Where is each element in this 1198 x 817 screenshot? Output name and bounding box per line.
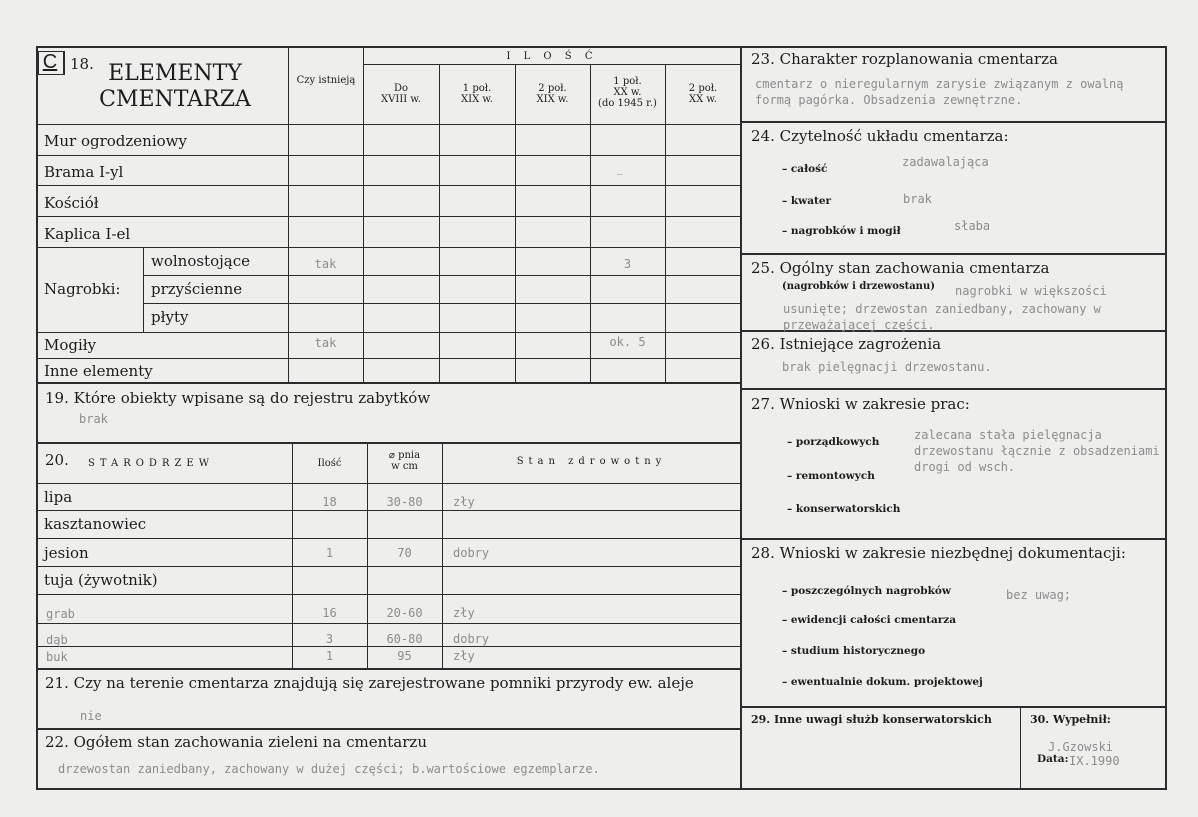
s27-bottom xyxy=(741,538,1166,540)
s21-bottom xyxy=(36,728,741,730)
s21-label: 21. Czy na terenie cmentarza znajdują się zarejestrowane pomniki przyrody ew. aleje xyxy=(45,674,694,692)
s25-value-rest: usunięte; drzewostan zaniedbany, zachowany w przeważającej części. xyxy=(783,302,1101,332)
row-line xyxy=(36,646,741,647)
period-header: 1 poł. XX w. (do 1945 r.) xyxy=(598,76,657,109)
s29-label: 29. Inne uwagi służb konserwatorskich xyxy=(751,713,992,726)
col-header-exists: Czy istnieją xyxy=(296,75,356,86)
s28-value: bez uwag; xyxy=(1006,588,1072,602)
tree-state: dobry xyxy=(453,546,490,560)
s27-value: zalecana stała pielęgnacja drzewostanu łącznie z obsadzeniami drogi od wsch. xyxy=(914,428,1160,474)
s23-label: 23. Charakter rozplanowania cmentarza xyxy=(751,50,1058,68)
row-line xyxy=(36,332,741,333)
s30-name: J.Gzowski xyxy=(1048,740,1114,754)
s30-label: 30. Wypełnił: xyxy=(1030,713,1111,726)
tree-name: tuja (żywotnik) xyxy=(44,571,158,589)
row-label-przyscienne: przyścienne xyxy=(151,280,243,298)
tree-diam: 70 xyxy=(397,546,412,560)
wolnostojace-count: 3 xyxy=(623,257,632,271)
tree-state: zły xyxy=(453,606,475,620)
tree-state: dobry xyxy=(453,632,490,646)
tree-name: jesion xyxy=(44,544,89,562)
s19-label: 19. Które obiekty wpisane są do rejestru zabytków xyxy=(45,389,431,407)
ilosc-bottom xyxy=(363,64,741,65)
s27-item: – porządkowych xyxy=(787,436,880,448)
row-line xyxy=(143,275,741,276)
s20-title: STARODRZEW xyxy=(88,458,214,469)
row-line xyxy=(36,358,741,359)
tree-state: zły xyxy=(453,495,475,509)
period-header: Do XVIII w. xyxy=(381,83,421,105)
s20-bottom xyxy=(36,668,741,670)
s19-value: brak xyxy=(79,412,108,426)
s28-bottom xyxy=(741,706,1166,708)
wolnostojace-exists: tak xyxy=(314,257,337,271)
col-p2-left xyxy=(439,64,440,383)
section-title-line1: ELEMENTY xyxy=(108,61,242,86)
s19-bottom xyxy=(36,442,741,444)
frame-bottom xyxy=(36,788,1167,790)
s24-bottom xyxy=(741,253,1166,255)
s30-date-label: Data: xyxy=(1037,753,1069,765)
tree-name: grab xyxy=(46,607,75,621)
tree-count: 1 xyxy=(325,649,334,663)
s24-label: 24. Czytelność układu cmentarza: xyxy=(751,127,1009,145)
s28-item: – ewentualnie dokum. projektowej xyxy=(782,676,983,688)
s20-col-stan-left xyxy=(442,443,443,669)
s22-label: 22. Ogółem stan zachowania zieleni na cmentarzu xyxy=(45,733,427,751)
section-title-line2: CMENTARZA xyxy=(99,87,251,112)
s29-s30-divider xyxy=(1020,707,1021,789)
tree-count: 3 xyxy=(325,632,334,646)
period-header: 2 poł. XIX w. xyxy=(536,83,569,105)
s23-bottom xyxy=(741,121,1166,123)
s30-date: IX.1990 xyxy=(1069,754,1120,768)
col-p3-left xyxy=(515,64,516,383)
s23-value: cmentarz o nieregularnym zarysie związanym z owalną formą pagórka. Obsadzenia zewnętrzne. xyxy=(755,77,1124,107)
s27-item: – remontowych xyxy=(787,470,875,482)
s24-item-value: słaba xyxy=(954,219,991,233)
mogily-count: ok. 5 xyxy=(609,335,646,349)
row-line xyxy=(36,594,741,595)
tree-diam: 95 xyxy=(397,649,412,663)
s24-item-value: brak xyxy=(903,192,932,206)
mogily-exists: tak xyxy=(314,336,337,350)
row-label-mogily: Mogiły xyxy=(44,336,97,354)
tree-diam: 20-60 xyxy=(386,606,423,620)
row-line xyxy=(36,566,741,567)
row-label-mur: Mur ogrodzeniowy xyxy=(44,132,187,150)
s26-value: brak pielęgnacji drzewostanu. xyxy=(782,360,992,374)
frame-left xyxy=(36,46,38,790)
row-label-kosciol: Kościół xyxy=(44,194,99,212)
row-label-nagrobki: Nagrobki: xyxy=(44,280,121,298)
row-label-wolnostojace: wolnostojące xyxy=(151,252,250,270)
period-header: 2 poł. XX w. xyxy=(688,83,718,105)
row-label-brama: Brama I-yl xyxy=(44,163,124,181)
row-line xyxy=(36,510,741,511)
section-letter: C xyxy=(42,51,58,73)
s28-item: – studium historycznego xyxy=(782,645,926,657)
tree-diam: 30-80 xyxy=(386,495,423,509)
s28-item: – ewidencji całości cmentarza xyxy=(782,614,957,626)
tree-name: lipa xyxy=(44,488,73,506)
frame-top xyxy=(36,46,1167,48)
row-line xyxy=(36,155,741,156)
period-header: 1 poł. XIX w. xyxy=(461,83,493,105)
col-p5-left xyxy=(665,64,666,383)
s26-label: 26. Istniejące zagrożenia xyxy=(751,335,942,353)
tree-state: zły xyxy=(453,649,475,663)
tree-name: kasztanowiec xyxy=(44,515,147,533)
col-header-ilosc: I L O Ś Ć xyxy=(506,51,598,62)
s28-item: – poszczególnych nagrobków xyxy=(782,585,951,597)
row-label-plyty: płyty xyxy=(151,308,189,326)
s20-col-pien: ⌀ pnia w cm xyxy=(388,450,421,472)
s27-item: – konserwatorskich xyxy=(787,503,901,515)
row-label-inne: Inne elementy xyxy=(44,362,153,380)
s27-label: 27. Wnioski w zakresie prac: xyxy=(751,395,970,413)
s28-label: 28. Wnioski w zakresie niezbędnej dokumentacji: xyxy=(751,544,1126,562)
s24-item-label: – kwater xyxy=(782,195,832,207)
nagrobki-divider xyxy=(143,247,144,332)
row-line xyxy=(36,623,741,624)
tree-diam: 60-80 xyxy=(386,632,423,646)
row-line xyxy=(143,303,741,304)
s18-bottom xyxy=(36,382,741,384)
s21-value: nie xyxy=(80,709,102,723)
frame-right xyxy=(1165,46,1167,790)
s26-bottom xyxy=(741,388,1166,390)
s18-header-bottom xyxy=(36,124,741,125)
tree-count: 1 xyxy=(325,546,334,560)
section-number: 18. xyxy=(70,55,94,73)
brama-mark: – xyxy=(617,170,623,180)
row-line xyxy=(36,538,741,539)
tree-name: buk xyxy=(46,650,68,664)
s20-col-stan: Stan zdrowotny xyxy=(516,456,667,467)
tree-count: 18 xyxy=(322,495,337,509)
s24-item-label: – nagrobków i mogił xyxy=(782,225,901,237)
tree-count: 16 xyxy=(322,606,337,620)
s20-number: 20. xyxy=(45,451,69,469)
s24-item-value: zadawalająca xyxy=(902,155,989,169)
s20-col-ilosc: Ilość xyxy=(317,458,342,469)
row-line xyxy=(36,216,741,217)
s25-label: 25. Ogólny stan zachowania cmentarza xyxy=(751,259,1050,277)
s25-sub: (nagrobków i drzewostanu) xyxy=(782,281,935,292)
tree-name: dąb xyxy=(46,633,68,647)
row-line xyxy=(36,247,741,248)
s20-header-bottom xyxy=(36,483,741,484)
row-label-kaplica: Kaplica I-el xyxy=(44,225,131,243)
s25-value-line1: nagrobki w większości xyxy=(955,284,1107,298)
s24-item-label: – całość xyxy=(782,163,828,175)
s22-value: drzewostan zaniedbany, zachowany w dużej części; b.wartościowe egzemplarze. xyxy=(58,762,600,776)
row-line xyxy=(36,185,741,186)
middle-divider xyxy=(740,46,742,790)
